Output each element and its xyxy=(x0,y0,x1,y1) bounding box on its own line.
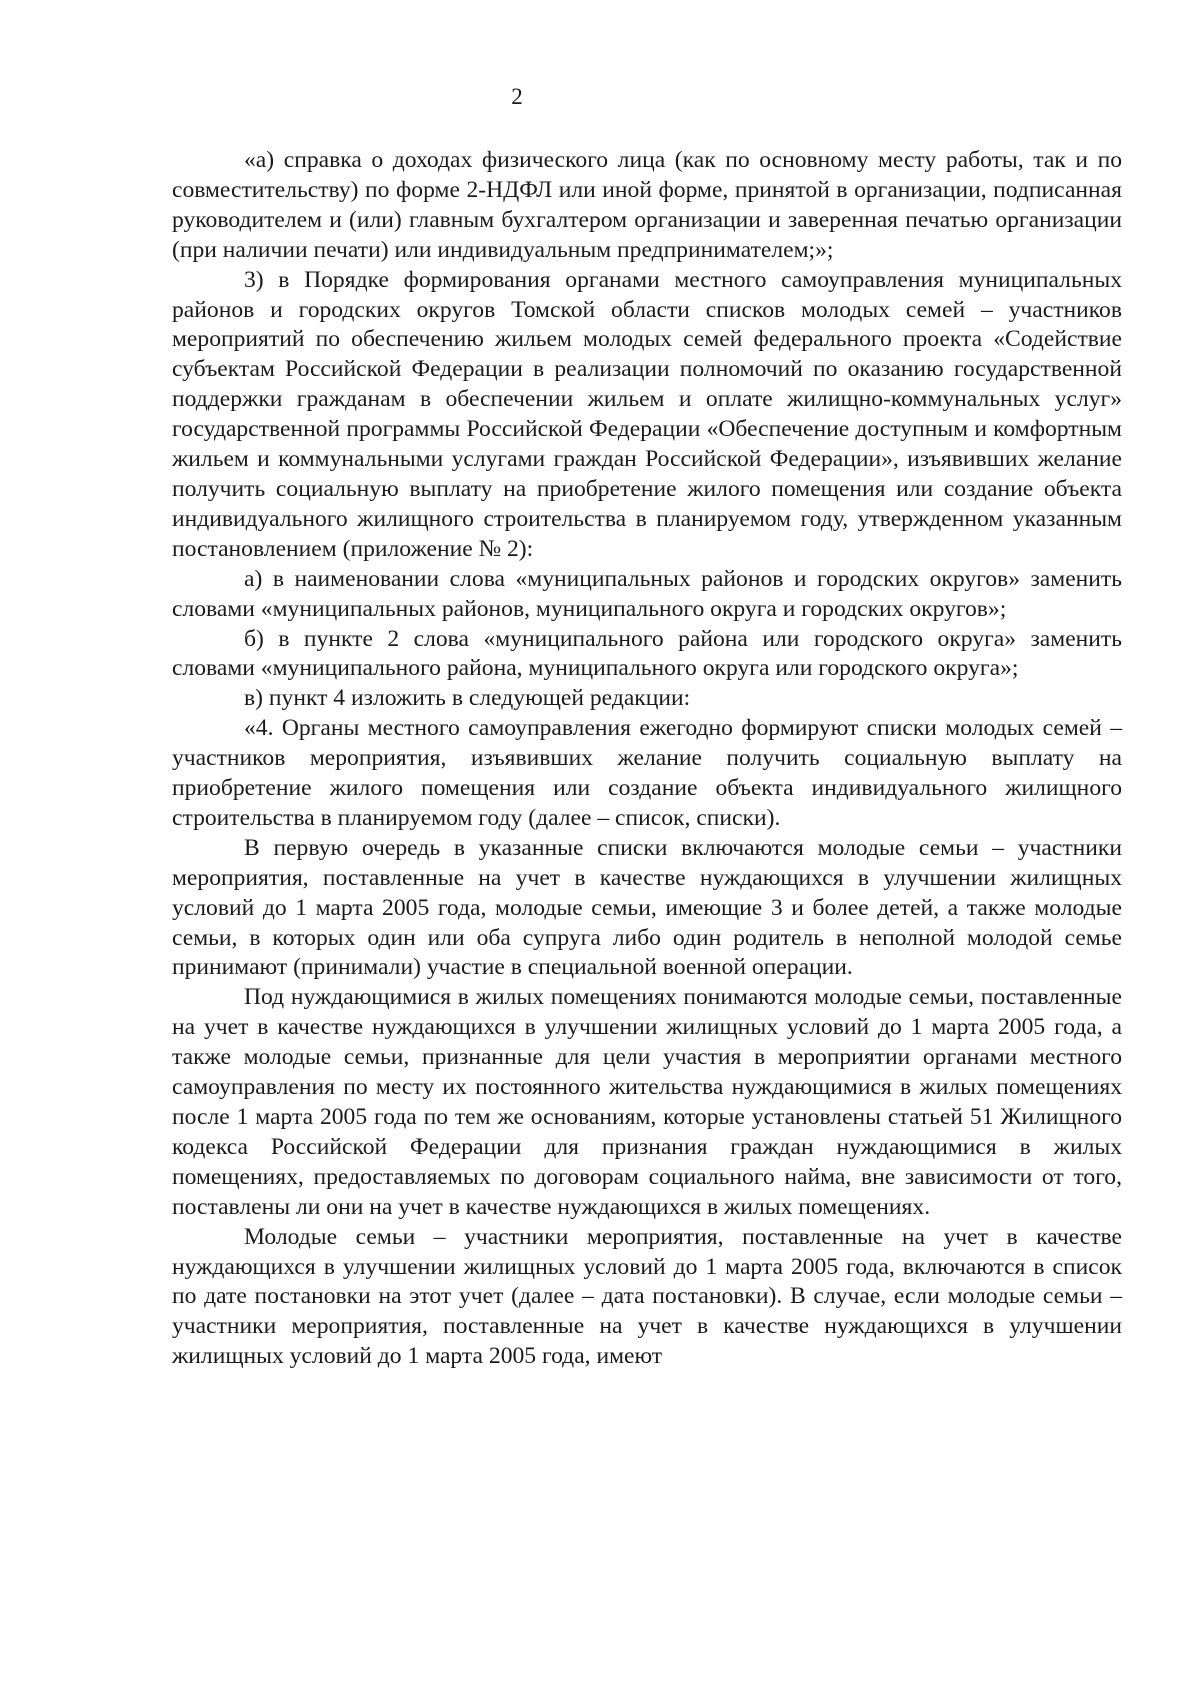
document-body xyxy=(172,146,1122,1372)
page-number-text: 2 xyxy=(511,84,523,109)
paragraph: а) в наименовании слова «муниципальных районов и городских округов» заменить словами «муниципальных районов, муниципального округа и городских округов»; xyxy=(172,565,1122,622)
page-number xyxy=(0,82,1200,112)
paragraph: «4. Органы местного самоуправления ежегодно формируют списки молодых семей – участников мероприятия, изъявивших желание получить социальную выплату на приобретение жилого помещения или создание объекта индивидуального жилищного строительства в планируемом году (далее – список, списки). xyxy=(172,715,1122,831)
paragraph: «а) справка о доходах физического лица (как по основному месту работы, так и по совместительству) по форме 2-НДФЛ или иной форме, принятой в организации, подписанная руководителем и (или) главным бухгалтером организации и заверенная печатью организации (при наличии печати) или индивидуальным предпринимателем;»; xyxy=(172,147,1122,263)
paragraph: б) в пункте 2 слова «муниципального района или городского округа» заменить словами «муниципального района, муниципального округа или городского округа»; xyxy=(172,625,1122,682)
paragraph: Под нуждающимися в жилых помещениях понимаются молодые семьи, поставленные на учет в качестве нуждающихся в улучшении жилищных условий до 1 марта 2005 года, а также молодые семьи, признанные для цели участия в мероприятии органами местного самоуправления по месту их постоянного жительства нуждающимися в жилых помещениях после 1 марта 2005 года по тем же основаниям, которые установлены статьей 51 Жилищного кодекса Российской Федерации для признания граждан нуждающимися в жилых помещениях, предоставляемых по договорам социального найма, вне зависимости от того, поставлены ли они на учет в качестве нуждающихся в жилых помещениях. xyxy=(172,984,1122,1220)
paragraph: В первую очередь в указанные списки включаются молодые семьи – участники мероприятия, поставленные на учет в качестве нуждающихся в улучшении жилищных условий до 1 марта 2005 года, молодые семьи, имеющие 3 и более детей, а также молодые семьи, в которых один или оба супруга либо один родитель в неполной молодой семье принимают (принимали) участие в специальной военной операции. xyxy=(172,834,1122,981)
paragraph: 3) в Порядке формирования органами местного самоуправления муниципальных районов и городских округов Томской области списков молодых семей – участников мероприятий по обеспечению жильем молодых семей федерального проекта «Содействие субъектам Российской Федерации в реализации полномочий по оказанию государственной поддержки гражданам в обеспечении жильем и оплате жилищно-коммунальных услуг» государственной программы Российской Федерации «Обеспечение доступным и комфортным жильем и коммунальными услугами граждан Российской Федерации», изъявивших желание получить социальную выплату на приобретение жилого помещения или создание объекта индивидуального жилищного строительства в планируемом году, утвержденном указанным постановлением (приложение № 2): xyxy=(172,266,1122,562)
paragraph: Молодые семьи – участники мероприятия, поставленные на учет в качестве нуждающихся в улучшении жилищных условий до 1 марта 2005 года, включаются в список по дате постановки на этот учет (далее – дата постановки). В случае, если молодые семьи – участники мероприятия, поставленные на учет в качестве нуждающихся в улучшении жилищных условий до 1 марта 2005 года, имеют xyxy=(172,1223,1122,1370)
paragraph: в) пункт 4 изложить в следующей редакции: xyxy=(244,685,691,712)
